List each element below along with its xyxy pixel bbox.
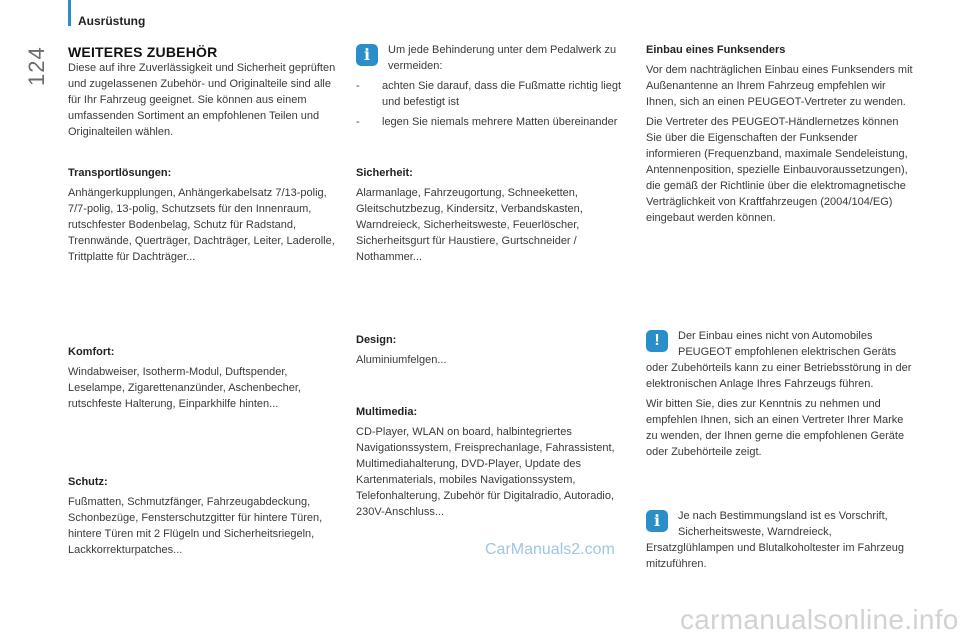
sicherheit-block (356, 165, 624, 265)
funk-heading: Einbau eines Funksenders (646, 44, 786, 56)
transport-text: Anhängerkupplungen, Anhängerkabelsatz 7/13-polig, 7/7-polig, 13-polig, Schutzsets für den Innenraum, rutschfester Bodenbelag, Schutz für Radstand, Trennwände, Querträger, Dachträger, Leiter, Laderolle, Trittplatte für Dachträger... (68, 187, 335, 263)
page-number: 124 (24, 46, 49, 86)
info-icon: i (356, 44, 378, 66)
komfort-heading: Komfort: (68, 346, 115, 358)
multimedia-block (356, 404, 624, 520)
watermark-site: carmanualsonline.info (680, 604, 959, 635)
komfort-text: Windabweiser, Isotherm-Modul, Duftspender, Leselampe, Zigarettenanzünder, Aschenbecher, rutschfeste Halterung, Einparkhilfe hinten... (68, 366, 301, 410)
transport-block (68, 165, 336, 265)
intro-block (68, 44, 336, 140)
country-info-block (646, 508, 914, 572)
schutz-text: Fußmatten, Schmutzfänger, Fahrzeugabdeckung, Schonbezüge, Fensterschutzgitter für hintere Türen, hintere Türen mit 2 Flügeln und Sicherheitsriegeln, Lackkorrekturpatches... (68, 496, 323, 556)
multimedia-text: CD-Player, WLAN on board, halbintegriertes Navigationssystem, Freisprechanlage, Fahrassistent, Multimediahalterung, DVD-Player, Update des Kartenmaterials, mobiles Navigationssystem, Telefonhalterung, Zubehör für Digitalradio, Autoradio, 230V-Anschluss... (356, 426, 615, 518)
schutz-heading: Schutz: (68, 476, 108, 488)
watermark-carmanuals: CarManuals2.com (485, 541, 615, 558)
warning-block (646, 328, 914, 460)
funk-text-2: Die Vertreter des PEUGEOT-Händlernetzes können Sie über die Eigenschaften der Funksender informieren (Frequenzband, maximale Sendeleistung, Antennenposition, spezielle Einbauvoraussetzungen), die gemäß der Richtlinie über die elektromagnetische Verträglichkeit von Kraftfahrzeugen (2004/104/EG) eingebaut werden können. (646, 116, 908, 224)
info-list (356, 78, 624, 130)
funk-text-1: Vor dem nachträglichen Einbau eines Funksenders mit Außenantenne an Ihrem Fahrzeug empfehlen wir Ihnen, sich an einen PEUGEOT-Vertreter zu wenden. (646, 64, 913, 108)
warning-icon: ! (646, 330, 668, 352)
section-accent-bar (68, 0, 71, 26)
sicherheit-heading: Sicherheit: (356, 167, 413, 179)
info-text: Um jede Behinderung unter dem Pedalwerk zu vermeiden: (388, 44, 617, 72)
info-icon: i (646, 510, 668, 532)
page-title: WEITERES ZUBEHÖR (68, 44, 218, 60)
sicherheit-text: Alarmanlage, Fahrzeugortung, Schneeketten, Gleitschutzbezug, Kindersitz, Verbandskasten, Warndreieck, Sicherheitsweste, Feuerlöscher, Sicherheitsgurt für Haustiere, Gurtschneider / Nothammer... (356, 187, 583, 263)
komfort-block (68, 344, 336, 412)
intro-text: Diese auf ihre Zuverlässigkeit und Sicherheit geprüften und zugelassenen Zubehör- und Originalteile sind alle für Ihr Fahrzeug geeignet. Sie können aus einem umfassenden Sortiment an empfohlenen Teilen und Originalteilen wählen. (68, 62, 336, 138)
transport-heading: Transportlösungen: (68, 167, 172, 179)
design-text: Aluminiumfelgen... (356, 354, 447, 366)
pedal-info-block (356, 42, 624, 134)
schutz-block (68, 474, 336, 558)
funk-block (646, 42, 914, 226)
design-block (356, 332, 624, 368)
country-info-text: Je nach Bestimmungsland ist es Vorschrift, Sicherheitsweste, Warndreieck, Ersatzglühlampen und Blutalkoholtester im Fahrzeug mitzuführen. (646, 510, 905, 570)
list-item: - legen Sie niemals mehrere Matten übereinander (356, 116, 618, 128)
warning-text-2: Wir bitten Sie, dies zur Kenntnis zu nehmen und empfehlen Ihnen, sich an einen Vertreter Ihrer Marke zu wenden, der Ihnen gerne die empfohlenen Geräte oder Zubehörteile zeigt. (646, 398, 905, 458)
design-heading: Design: (356, 334, 397, 346)
section-label: Ausrüstung (78, 14, 146, 28)
warning-text-1: Der Einbau eines nicht von Automobiles PEUGEOT empfohlenen elektrischen Geräts oder Zubehörteils kann zu einer Betriebsstörung in der elektronischen Anlage Ihres Fahrzeugs führen. (646, 330, 912, 390)
multimedia-heading: Multimedia: (356, 406, 418, 418)
list-item: - achten Sie darauf, dass die Fußmatte richtig liegt und befestigt ist (356, 80, 622, 108)
